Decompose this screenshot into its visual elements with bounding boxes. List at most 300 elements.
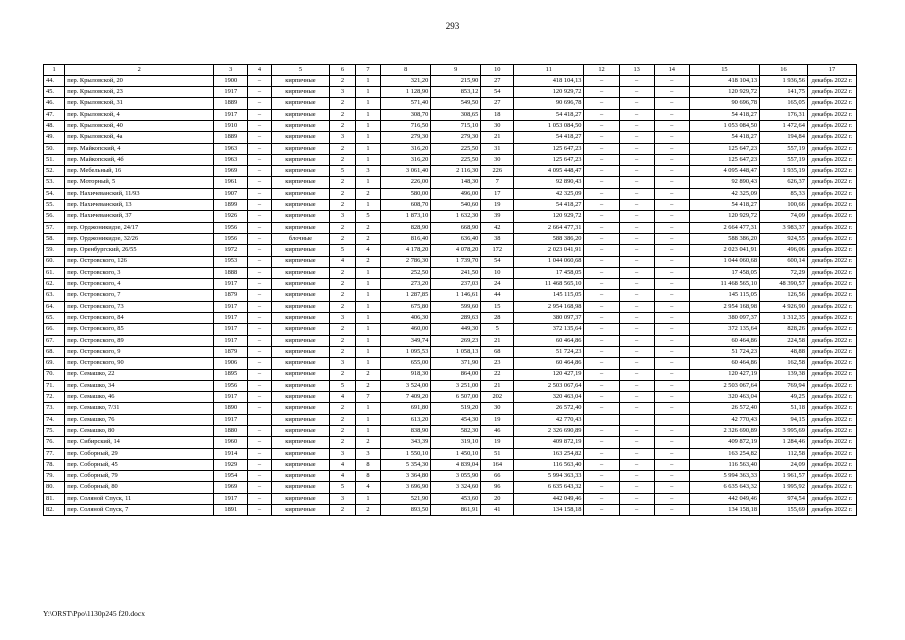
cell-cost-total: 60 464,86 — [514, 335, 584, 346]
cell-residents: 19 — [481, 414, 514, 425]
cell-floors: 2 — [330, 505, 356, 516]
table-row — [44, 177, 857, 188]
cell-row-number: 62. — [44, 279, 65, 290]
cell-entrances: 1 — [355, 154, 381, 165]
cell-cost-col-15: 92 890,43 — [689, 177, 759, 188]
cell-cost-col-15: 2 023 041,91 — [689, 245, 759, 256]
cell-floors: 3 — [330, 313, 356, 324]
table-row — [44, 245, 857, 256]
cell-residents: 226 — [481, 166, 514, 177]
cell-residents: 30 — [481, 120, 514, 131]
cell-cost-col-15: 2 326 690,89 — [689, 426, 759, 437]
cell-col-12: – — [584, 109, 619, 120]
cell-cost-total: 145 115,05 — [514, 290, 584, 301]
cell-floors: 4 — [330, 256, 356, 267]
cell-col-13: – — [619, 256, 654, 267]
table-row — [44, 482, 857, 493]
cell-col-13: – — [619, 301, 654, 312]
cell-specific-cost: 51,18 — [760, 403, 808, 414]
cell-cost-total: 120 929,72 — [514, 211, 584, 222]
cell-wall-material: кирпичные — [271, 256, 330, 267]
cell-col-4: – — [248, 290, 271, 301]
cell-year-built: 1906 — [214, 358, 248, 369]
cell-col-4: – — [248, 493, 271, 504]
cell-col-13: – — [619, 143, 654, 154]
table-row — [44, 143, 857, 154]
table-row — [44, 493, 857, 504]
cell-residents: 164 — [481, 459, 514, 470]
cell-deadline: декабрь 2022 г. — [807, 324, 856, 335]
cell-col-13: – — [619, 482, 654, 493]
cell-cost-col-15: 409 872,19 — [689, 437, 759, 448]
column-header-11: 11 — [514, 65, 584, 76]
cell-deadline: декабрь 2022 г. — [807, 177, 856, 188]
cell-col-14: – — [654, 448, 689, 459]
cell-col-14: – — [654, 233, 689, 244]
cell-entrances: 1 — [355, 109, 381, 120]
cell-floors: 3 — [330, 493, 356, 504]
cell-col-4: – — [248, 482, 271, 493]
cell-deadline: декабрь 2022 г. — [807, 154, 856, 165]
cell-col-4: – — [248, 109, 271, 120]
cell-residents: 39 — [481, 211, 514, 222]
cell-row-number: 81. — [44, 493, 65, 504]
cell-col-14: – — [654, 267, 689, 278]
cell-total-area: 321,20 — [381, 75, 431, 86]
cell-cost-total: 5 994 363,33 — [514, 471, 584, 482]
cell-cost-total: 2 664 477,31 — [514, 222, 584, 233]
cell-deadline: декабрь 2022 г. — [807, 335, 856, 346]
cell-residents: 27 — [481, 98, 514, 109]
cell-row-number: 78. — [44, 459, 65, 470]
cell-cost-col-15: 120 929,72 — [689, 211, 759, 222]
cell-living-area: 582,30 — [431, 426, 481, 437]
cell-cost-total: 125 647,23 — [514, 154, 584, 165]
cell-total-area: 655,00 — [381, 358, 431, 369]
cell-living-area: 241,50 — [431, 267, 481, 278]
cell-cost-col-15: 125 647,23 — [689, 154, 759, 165]
cell-col-13: – — [619, 154, 654, 165]
cell-floors: 2 — [330, 403, 356, 414]
cell-year-built: 1972 — [214, 245, 248, 256]
cell-col-12: – — [584, 380, 619, 391]
cell-cost-col-15: 134 158,18 — [689, 505, 759, 516]
table-body — [44, 75, 857, 516]
cell-col-13: – — [619, 109, 654, 120]
cell-col-4: – — [248, 324, 271, 335]
cell-col-14: – — [654, 437, 689, 448]
table-row — [44, 211, 857, 222]
cell-address: пер. Соляной Спуск, 11 — [65, 493, 214, 504]
cell-col-12: – — [584, 301, 619, 312]
cell-year-built: 1956 — [214, 233, 248, 244]
cell-entrances: 2 — [355, 505, 381, 516]
cell-col-14: – — [654, 403, 689, 414]
cell-deadline: декабрь 2022 г. — [807, 120, 856, 131]
cell-cost-total: 120 929,72 — [514, 87, 584, 98]
cell-wall-material: кирпичные — [271, 143, 330, 154]
cell-year-built: 1917 — [214, 335, 248, 346]
cell-wall-material: кирпичные — [271, 505, 330, 516]
cell-living-area: 4 839,04 — [431, 459, 481, 470]
cell-wall-material: кирпичные — [271, 222, 330, 233]
cell-deadline: декабрь 2022 г. — [807, 471, 856, 482]
cell-cost-col-15: 42 325,09 — [689, 188, 759, 199]
table-row — [44, 256, 857, 267]
housing-register-table — [43, 64, 857, 516]
cell-cost-total: 6 635 643,32 — [514, 482, 584, 493]
cell-col-14: – — [654, 109, 689, 120]
cell-residents: 44 — [481, 290, 514, 301]
cell-deadline: декабрь 2022 г. — [807, 166, 856, 177]
cell-address: пер. Майкопский, 4 — [65, 143, 214, 154]
cell-wall-material: кирпичные — [271, 437, 330, 448]
cell-residents: 54 — [481, 87, 514, 98]
cell-specific-cost: 48 390,57 — [760, 279, 808, 290]
cell-col-14: – — [654, 324, 689, 335]
column-header-row — [44, 65, 857, 76]
cell-col-12: – — [584, 200, 619, 211]
cell-col-14: – — [654, 392, 689, 403]
cell-wall-material: кирпичные — [271, 459, 330, 470]
cell-floors: 2 — [330, 222, 356, 233]
cell-entrances: 1 — [355, 324, 381, 335]
cell-cost-col-15: 120 427,19 — [689, 369, 759, 380]
cell-col-14: – — [654, 188, 689, 199]
cell-address: пер. Соборный, 79 — [65, 471, 214, 482]
cell-floors: 2 — [330, 437, 356, 448]
cell-total-area: 4 178,20 — [381, 245, 431, 256]
cell-floors: 5 — [330, 482, 356, 493]
cell-address: пер. Островского, 90 — [65, 358, 214, 369]
cell-col-4: – — [248, 143, 271, 154]
cell-total-area: 1 550,10 — [381, 448, 431, 459]
cell-row-number: 45. — [44, 87, 65, 98]
cell-specific-cost: 74,09 — [760, 211, 808, 222]
cell-specific-cost: 4 926,90 — [760, 301, 808, 312]
cell-col-12: – — [584, 493, 619, 504]
cell-col-12: – — [584, 346, 619, 357]
cell-total-area: 580,00 — [381, 188, 431, 199]
cell-col-4: – — [248, 132, 271, 143]
cell-cost-col-15: 51 724,23 — [689, 346, 759, 357]
table-row — [44, 132, 857, 143]
cell-cost-col-15: 2 503 067,64 — [689, 380, 759, 391]
page-number: 293 — [445, 21, 460, 31]
cell-floors: 5 — [330, 380, 356, 391]
cell-total-area: 226,00 — [381, 177, 431, 188]
cell-living-area: 215,90 — [431, 75, 481, 86]
cell-residents: 21 — [481, 132, 514, 143]
table-row — [44, 346, 857, 357]
cell-total-area: 316,20 — [381, 143, 431, 154]
cell-entrances: 1 — [355, 87, 381, 98]
cell-cost-col-15: 54 418,27 — [689, 109, 759, 120]
cell-col-4: – — [248, 459, 271, 470]
cell-entrances: 2 — [355, 188, 381, 199]
cell-residents: 27 — [481, 75, 514, 86]
column-header-1: 1 — [44, 65, 65, 76]
cell-living-area: 454,30 — [431, 414, 481, 425]
cell-specific-cost: 557,19 — [760, 143, 808, 154]
cell-total-area: 521,90 — [381, 493, 431, 504]
table-row — [44, 279, 857, 290]
cell-col-13: – — [619, 358, 654, 369]
table-row — [44, 301, 857, 312]
cell-residents: 19 — [481, 200, 514, 211]
cell-total-area: 2 786,30 — [381, 256, 431, 267]
cell-col-4: – — [248, 211, 271, 222]
cell-col-12: – — [584, 267, 619, 278]
cell-cost-total: 588 386,20 — [514, 233, 584, 244]
cell-row-number: 44. — [44, 75, 65, 86]
cell-living-area: 2 116,30 — [431, 166, 481, 177]
cell-entrances: 1 — [355, 301, 381, 312]
cell-address: пер. Островского, 7 — [65, 290, 214, 301]
cell-col-13: – — [619, 324, 654, 335]
cell-specific-cost: 94,15 — [760, 414, 808, 425]
cell-deadline: декабрь 2022 г. — [807, 87, 856, 98]
table-row — [44, 222, 857, 233]
cell-residents: 51 — [481, 448, 514, 459]
cell-cost-total: 380 097,37 — [514, 313, 584, 324]
cell-address: пер. Крыловской, 40 — [65, 120, 214, 131]
cell-wall-material: кирпичные — [271, 471, 330, 482]
cell-row-number: 74. — [44, 414, 65, 425]
cell-address: пер. Орджоникидзе, 24/17 — [65, 222, 214, 233]
cell-residents: 18 — [481, 109, 514, 120]
cell-wall-material: кирпичные — [271, 290, 330, 301]
table-row — [44, 188, 857, 199]
cell-specific-cost: 3 983,37 — [760, 222, 808, 233]
cell-deadline: декабрь 2022 г. — [807, 109, 856, 120]
cell-col-14: – — [654, 75, 689, 86]
cell-floors: 2 — [330, 98, 356, 109]
cell-specific-cost: 24,09 — [760, 459, 808, 470]
cell-entrances: 1 — [355, 267, 381, 278]
cell-cost-col-15: 163 254,82 — [689, 448, 759, 459]
cell-living-area: 237,03 — [431, 279, 481, 290]
cell-col-14: – — [654, 369, 689, 380]
cell-year-built: 1891 — [214, 505, 248, 516]
cell-residents: 66 — [481, 471, 514, 482]
cell-wall-material: кирпичные — [271, 493, 330, 504]
cell-deadline: декабрь 2022 г. — [807, 414, 856, 425]
cell-cost-total: 90 696,78 — [514, 98, 584, 109]
cell-row-number: 51. — [44, 154, 65, 165]
cell-specific-cost: 141,75 — [760, 87, 808, 98]
table-row — [44, 358, 857, 369]
cell-col-4: – — [248, 380, 271, 391]
cell-address: пер. Семашко, 76 — [65, 414, 214, 425]
table-row — [44, 459, 857, 470]
cell-wall-material: кирпичные — [271, 177, 330, 188]
table-row — [44, 324, 857, 335]
cell-specific-cost: 626,37 — [760, 177, 808, 188]
table-row — [44, 414, 857, 425]
cell-row-number: 66. — [44, 324, 65, 335]
cell-living-area: 148,30 — [431, 177, 481, 188]
cell-entrances: 1 — [355, 493, 381, 504]
cell-total-area: 3 364,80 — [381, 471, 431, 482]
cell-col-12: – — [584, 211, 619, 222]
cell-floors: 3 — [330, 132, 356, 143]
cell-specific-cost: 162,58 — [760, 358, 808, 369]
cell-cost-total: 409 872,19 — [514, 437, 584, 448]
cell-row-number: 49. — [44, 132, 65, 143]
cell-year-built: 1889 — [214, 132, 248, 143]
cell-entrances: 4 — [355, 245, 381, 256]
cell-deadline: декабрь 2022 г. — [807, 233, 856, 244]
cell-residents: 20 — [481, 493, 514, 504]
cell-cost-col-15: 6 635 643,32 — [689, 482, 759, 493]
table-row — [44, 267, 857, 278]
cell-total-area: 828,90 — [381, 222, 431, 233]
column-header-9: 9 — [431, 65, 481, 76]
cell-total-area: 252,50 — [381, 267, 431, 278]
cell-total-area: 316,20 — [381, 154, 431, 165]
cell-living-area: 636,40 — [431, 233, 481, 244]
cell-living-area: 319,10 — [431, 437, 481, 448]
cell-cost-total: 51 724,23 — [514, 346, 584, 357]
cell-row-number: 52. — [44, 166, 65, 177]
cell-total-area: 893,50 — [381, 505, 431, 516]
cell-total-area: 1 287,85 — [381, 290, 431, 301]
cell-entrances: 2 — [355, 233, 381, 244]
cell-address: пер. Орджоникидзе, 32/26 — [65, 233, 214, 244]
cell-row-number: 65. — [44, 313, 65, 324]
cell-residents: 17 — [481, 188, 514, 199]
cell-col-12: – — [584, 233, 619, 244]
cell-total-area: 838,90 — [381, 426, 431, 437]
cell-total-area: 349,74 — [381, 335, 431, 346]
cell-col-4: – — [248, 188, 271, 199]
cell-entrances: 5 — [355, 211, 381, 222]
cell-wall-material: кирпичные — [271, 324, 330, 335]
cell-row-number: 71. — [44, 380, 65, 391]
cell-col-13: – — [619, 313, 654, 324]
cell-wall-material: кирпичные — [271, 301, 330, 312]
cell-col-13: – — [619, 437, 654, 448]
cell-entrances: 7 — [355, 392, 381, 403]
cell-specific-cost: 1 936,56 — [760, 75, 808, 86]
column-header-16: 16 — [760, 65, 808, 76]
cell-wall-material: кирпичные — [271, 279, 330, 290]
cell-col-13 — [619, 414, 654, 425]
cell-residents: 31 — [481, 143, 514, 154]
cell-col-14: – — [654, 166, 689, 177]
cell-address: пер. Островского, 84 — [65, 313, 214, 324]
cell-deadline: декабрь 2022 г. — [807, 143, 856, 154]
cell-living-area: 3 251,00 — [431, 380, 481, 391]
cell-specific-cost: 49,25 — [760, 392, 808, 403]
cell-address: пер. Нахичеванский, 13 — [65, 200, 214, 211]
cell-col-13: – — [619, 279, 654, 290]
cell-total-area: 3 696,90 — [381, 482, 431, 493]
cell-col-12: – — [584, 188, 619, 199]
cell-address: пер. Крыловской, 20 — [65, 75, 214, 86]
cell-living-area: 6 507,00 — [431, 392, 481, 403]
cell-wall-material: блочные — [271, 233, 330, 244]
cell-address: пер. Островского, 4 — [65, 279, 214, 290]
cell-cost-total: 2 023 041,91 — [514, 245, 584, 256]
cell-wall-material: кирпичные — [271, 120, 330, 131]
cell-col-4: – — [248, 403, 271, 414]
cell-col-13: – — [619, 392, 654, 403]
cell-col-12: – — [584, 143, 619, 154]
cell-col-4: – — [248, 245, 271, 256]
column-header-5: 5 — [271, 65, 330, 76]
cell-entrances: 2 — [355, 369, 381, 380]
cell-col-12: – — [584, 290, 619, 301]
cell-year-built: 1929 — [214, 459, 248, 470]
cell-floors: 2 — [330, 301, 356, 312]
cell-residents: 24 — [481, 279, 514, 290]
cell-cost-col-15: 90 696,78 — [689, 98, 759, 109]
cell-cost-col-15: 145 115,05 — [689, 290, 759, 301]
cell-row-number: 75. — [44, 426, 65, 437]
cell-col-4: – — [248, 233, 271, 244]
cell-col-12: – — [584, 98, 619, 109]
cell-col-12: – — [584, 335, 619, 346]
cell-address: пер. Островского, 9 — [65, 346, 214, 357]
cell-col-13: – — [619, 505, 654, 516]
cell-residents: 42 — [481, 222, 514, 233]
cell-total-area: 343,39 — [381, 437, 431, 448]
table-row — [44, 109, 857, 120]
cell-wall-material: кирпичные — [271, 87, 330, 98]
cell-specific-cost: 126,56 — [760, 290, 808, 301]
cell-col-4: – — [248, 426, 271, 437]
column-header-13: 13 — [619, 65, 654, 76]
cell-col-13: – — [619, 166, 654, 177]
cell-cost-col-15: 588 386,20 — [689, 233, 759, 244]
cell-year-built: 1907 — [214, 188, 248, 199]
cell-cost-col-15: 60 464,86 — [689, 335, 759, 346]
cell-year-built: 1888 — [214, 267, 248, 278]
cell-specific-cost: 557,19 — [760, 154, 808, 165]
cell-address: пер. Семашко, 22 — [65, 369, 214, 380]
cell-floors: 4 — [330, 471, 356, 482]
cell-entrances: 2 — [355, 222, 381, 233]
cell-row-number: 50. — [44, 143, 65, 154]
cell-cost-col-15: 26 572,40 — [689, 403, 759, 414]
cell-floors: 2 — [330, 369, 356, 380]
cell-total-area: 918,30 — [381, 369, 431, 380]
cell-wall-material: кирпичные — [271, 211, 330, 222]
cell-total-area: 406,30 — [381, 313, 431, 324]
cell-floors: 3 — [330, 87, 356, 98]
cell-floors: 3 — [330, 211, 356, 222]
cell-cost-col-15: 380 097,37 — [689, 313, 759, 324]
cell-deadline: декабрь 2022 г. — [807, 493, 856, 504]
cell-total-area: 279,30 — [381, 132, 431, 143]
cell-specific-cost: 769,94 — [760, 380, 808, 391]
cell-cost-total: 42 770,43 — [514, 414, 584, 425]
cell-cost-total: 1 053 084,50 — [514, 120, 584, 131]
cell-row-number: 57. — [44, 222, 65, 233]
cell-specific-cost: 176,31 — [760, 109, 808, 120]
cell-address: пер. Семашко, 46 — [65, 392, 214, 403]
cell-year-built: 1956 — [214, 222, 248, 233]
cell-address: пер. Нахичеванский, 37 — [65, 211, 214, 222]
cell-col-12: – — [584, 245, 619, 256]
cell-address: пер. Островского, 3 — [65, 267, 214, 278]
cell-row-number: 72. — [44, 392, 65, 403]
table-row — [44, 154, 857, 165]
cell-wall-material: кирпичные — [271, 154, 330, 165]
cell-entrances: 1 — [355, 414, 381, 425]
